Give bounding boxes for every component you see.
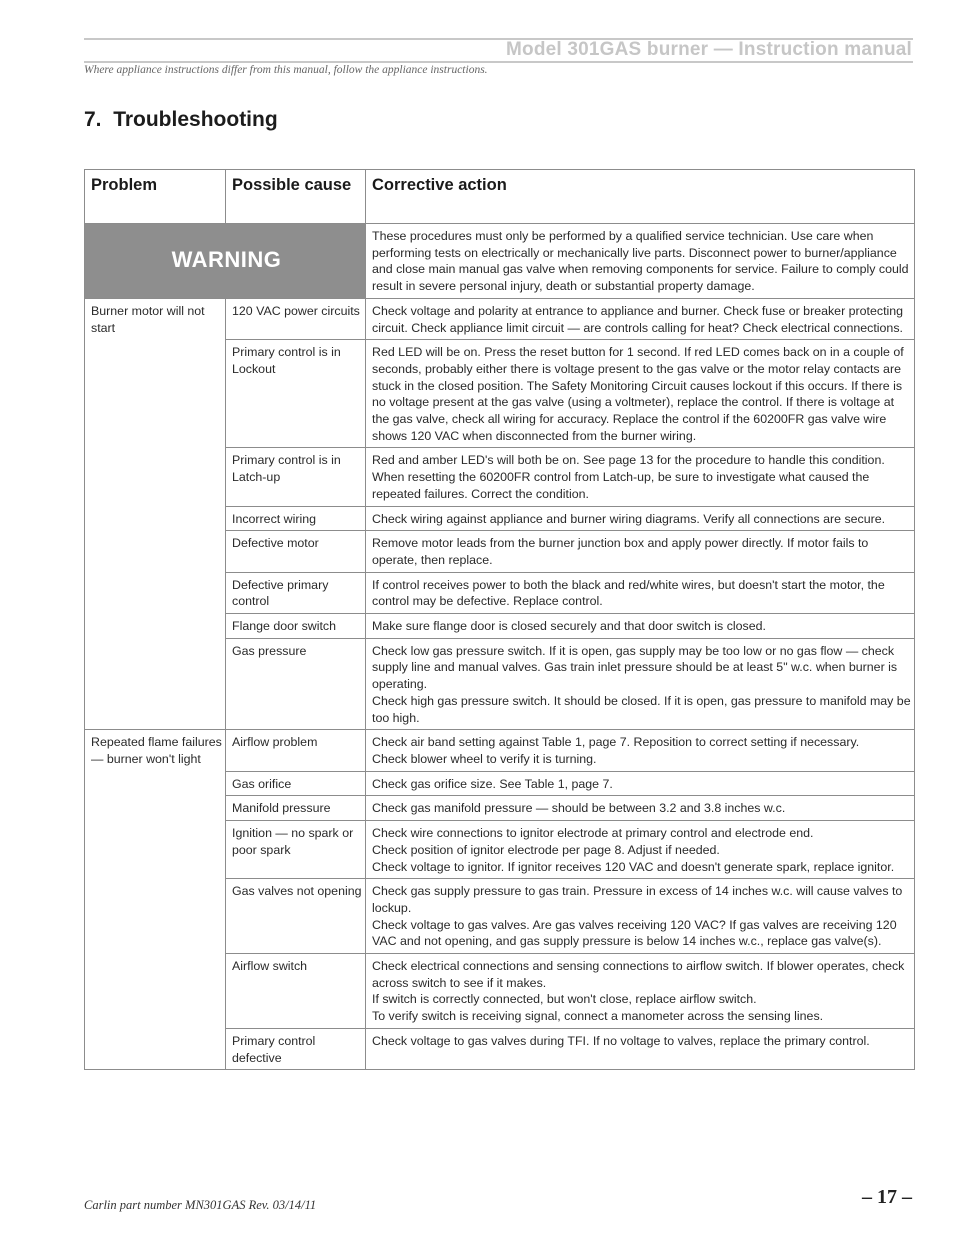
cause-cell: Flange door switch — [226, 614, 366, 639]
action-line: Check electrical connections and sensing connections to airflow switch. If blower operates, check across switch to see if it makes. — [372, 959, 905, 990]
action-line: Check voltage to gas valves during TFI. If no voltage to valves, replace the primary control. — [372, 1033, 870, 1048]
action-line: Red and amber LED's will both be on. See page 13 for the procedure to handle this condition. When resetting the 60200FR control from Latch-up, be sure to investigate what caused the repeated failures. Correct the condition. — [372, 453, 885, 501]
action-cell — [366, 771, 915, 796]
action-line: Check wire connections to ignitor electrode at primary control and electrode end. — [372, 826, 814, 841]
action-cell — [366, 614, 915, 639]
cause-cell: Primary control is in Lockout — [226, 340, 366, 448]
action-cell — [366, 730, 915, 771]
action-line: Check voltage to gas valves. Are gas valves receiving 120 VAC? If gas valves are receiving 120 VAC and not opening, and gas supply pressure is below 14 inches w.c., replace gas valve(s). — [372, 917, 897, 949]
cause-cell: 120 VAC power circuits — [226, 298, 366, 339]
action-line: Red LED will be on. Press the reset button for 1 second. If red LED comes back on in a couple of seconds, probably either there is voltage present to the gas valve or the motor relay contacts are stuck in the closed position. The Safety Monitoring Circuit causes lockout if this occurs. If there is no voltage present at the gas valve (using a voltmeter), replace the control. If there is voltage at the gas valve, check all wiring for accuracy. Replace the control if the 60200FR gas valve wire shows 120 VAC when disconnected from the burner wiring. — [372, 345, 904, 443]
table-header-row — [85, 170, 915, 224]
page-number: – 17 – — [862, 1186, 912, 1208]
cause-cell: Airflow problem — [226, 730, 366, 771]
action-line: If switch is correctly connected, but won't close, replace airflow switch. — [372, 992, 757, 1007]
action-cell — [366, 298, 915, 339]
cause-cell: Defective motor — [226, 531, 366, 572]
problem-cell: Repeated flame failures — burner won't light — [85, 730, 226, 1070]
table-row — [85, 730, 915, 771]
action-cell — [366, 954, 915, 1029]
action-cell — [366, 448, 915, 506]
action-line: Check gas supply pressure to gas train. Pressure in excess of 14 inches w.c. will cause valves to lockup. — [372, 884, 903, 915]
action-cell — [366, 340, 915, 448]
cause-cell: Gas orifice — [226, 771, 366, 796]
cause-cell: Defective primary control — [226, 572, 366, 613]
action-line: Check high gas pressure switch. It should be closed. If it is open, gas pressure to manifold may be too high. — [372, 693, 911, 725]
warning-label: WARNING — [171, 246, 282, 272]
section-title: Troubleshooting — [113, 108, 278, 131]
action-line: To verify switch is receiving signal, connect a manometer across the sensing lines. — [372, 1009, 824, 1024]
action-line: Check voltage to ignitor. If ignitor receives 120 VAC and doesn't generate spark, replace ignitor. — [372, 859, 895, 874]
action-cell — [366, 506, 915, 531]
cause-cell: Manifold pressure — [226, 796, 366, 821]
cause-cell: Gas pressure — [226, 638, 366, 730]
table-row — [85, 298, 915, 339]
action-cell — [366, 531, 915, 572]
action-line: Check gas manifold pressure — should be between 3.2 and 3.8 inches w.c. — [372, 801, 786, 816]
troubleshooting-table — [84, 169, 915, 1070]
action-line: Remove motor leads from the burner junction box and apply power directly. If motor fails to operate, then replace. — [372, 536, 869, 567]
action-cell — [366, 821, 915, 879]
warning-banner — [85, 224, 366, 299]
action-line: Check blower wheel to verify it is turning. — [372, 751, 597, 766]
action-line: Check voltage and polarity at entrance to appliance and burner. Check fuse or breaker protecting circuit. Check appliance limit circuit — are controls calling for heat? Check electrical connections. — [372, 303, 904, 335]
header-corrective-action: Corrective action — [366, 170, 915, 224]
action-line: Check wiring against appliance and burner wiring diagrams. Verify all connections are secure. — [372, 511, 886, 526]
header-rule-bottom — [84, 61, 913, 63]
action-cell — [366, 572, 915, 613]
action-line: Check air band setting against Table 1, page 7. Reposition to correct setting if necessary. — [372, 735, 860, 750]
cause-cell: Ignition — no spark or poor spark — [226, 821, 366, 879]
action-cell — [366, 879, 915, 954]
action-cell — [366, 638, 915, 730]
problem-cell: Burner motor will not start — [85, 298, 226, 729]
action-line: Check position of ignitor electrode per page 8. Adjust if needed. — [372, 842, 720, 857]
warning-text: These procedures must only be performed by a qualified service technician. Use care when performing tests on electrically or mechanically live parts. Disconnect power to burner/appliance and close main manual gas valve when removing components for service. Failure to comply could result in severe personal injury, death or substantial property damage. — [366, 224, 915, 299]
cause-cell: Incorrect wiring — [226, 506, 366, 531]
cause-cell: Airflow switch — [226, 954, 366, 1029]
part-number: Carlin part number MN301GAS Rev. 03/14/11 — [84, 1198, 317, 1212]
cause-cell: Gas valves not opening — [226, 879, 366, 954]
action-line: Make sure flange door is closed securely and that door switch is closed. — [372, 619, 766, 634]
manual-title: Model 301GAS burner — Instruction manual — [505, 39, 912, 60]
action-line: If control receives power to both the black and red/white wires, but doesn't start the motor, the control may be defective. Replace control. — [372, 577, 885, 609]
section-heading — [84, 108, 278, 132]
cause-cell: Primary control is in Latch-up — [226, 448, 366, 506]
action-line: Check gas orifice size. See Table 1, page 7. — [372, 776, 613, 791]
action-line: Check low gas pressure switch. If it is open, gas supply may be too low or no gas flow — check supply line and manual valves. Gas train inlet pressure should be at least 5" w.c. when burner is operating. — [372, 643, 898, 692]
header-possible-cause: Possible cause — [226, 170, 366, 224]
appliance-note: Where appliance instructions differ from this manual, follow the appliance instructions. — [84, 64, 488, 76]
warning-row — [85, 224, 915, 299]
section-number: 7. — [84, 108, 102, 131]
header-problem: Problem — [85, 170, 226, 224]
action-cell — [366, 796, 915, 821]
cause-cell: Primary control defective — [226, 1028, 366, 1069]
action-cell — [366, 1028, 915, 1069]
